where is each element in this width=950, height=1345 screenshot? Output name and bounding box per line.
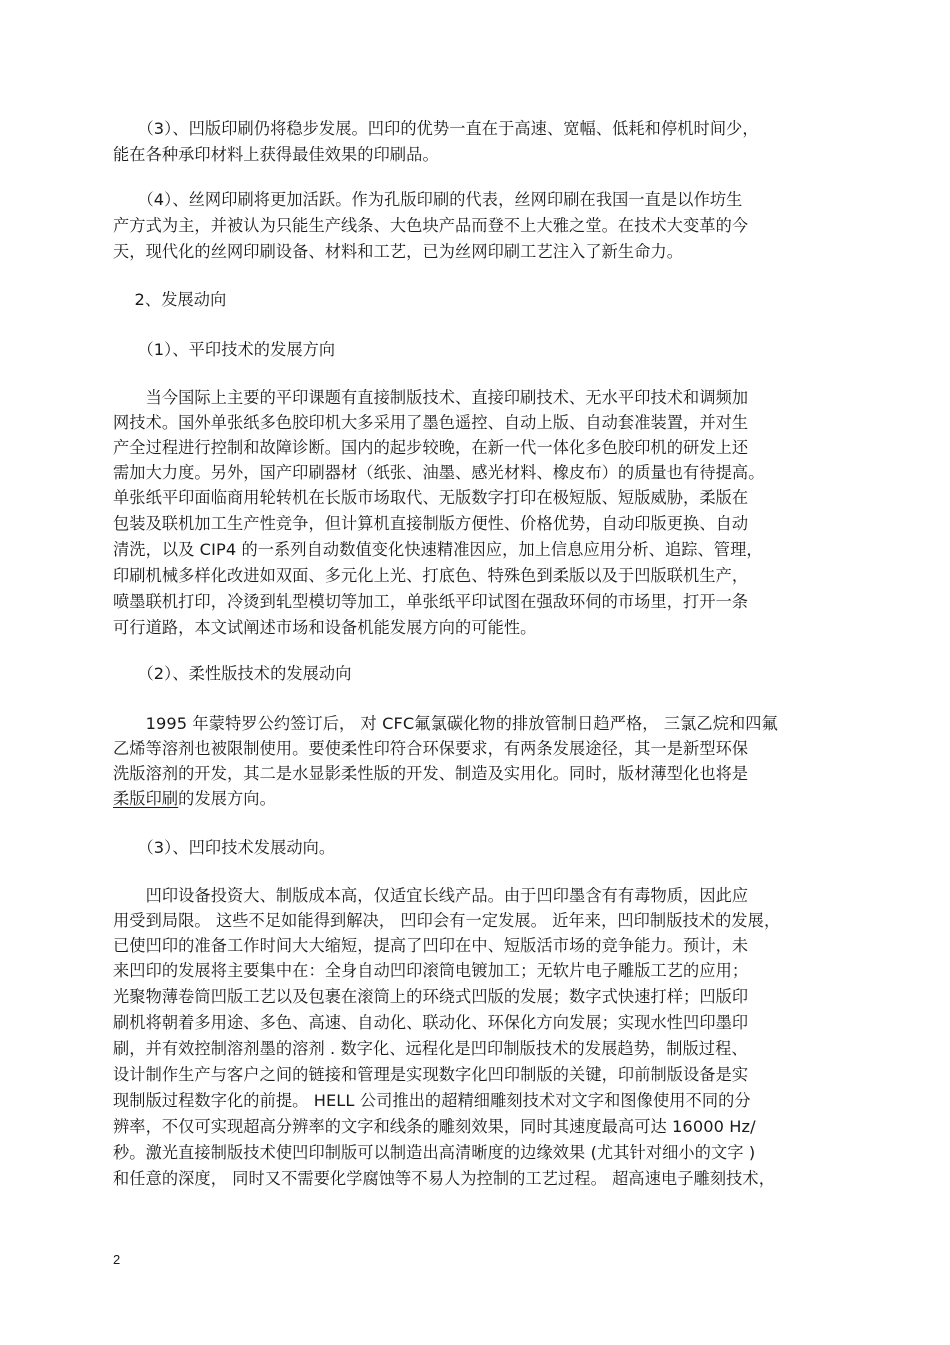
paragraph-5-line-8: 设计制作生产与客户之间的链接和管理是实现数字化凹印制版的关键，印前制版设备是实 xyxy=(113,1065,749,1084)
paragraph-3-line-5: 单张纸平印面临商用轮转机在长版市场取代、无版数字打印在极短版、短版威胁，柔版在 xyxy=(113,488,749,507)
paragraph-5-line-1: 凹印设备投资大、制版成本高，仅适宜长线产品。由于凹印墨含有有毒物质，因此应 xyxy=(113,886,749,905)
paragraph-5-line-11: 秒。激光直接制版技术使凹印制版可以制造出高清晰度的边缘效果 (尤其针对细小的文字 ) xyxy=(113,1143,756,1162)
paragraph-1-line-1: （3）、凹版印刷仍将稳步发展。凹印的优势一直在于高速、宽幅、低耗和停机时间少， xyxy=(113,119,759,138)
underlined-term: 柔版印刷 xyxy=(113,789,179,808)
subsection-heading-3: （3）、凹印技术发展动向。 xyxy=(113,838,336,857)
paragraph-4-line-1: 1995 年蒙特罗公约签订后， 对 CFC氟氯碳化物的排放管制日趋严格， 三氯乙烷和四氟 xyxy=(113,714,778,733)
page-number: 2 xyxy=(113,1252,121,1267)
paragraph-3-line-2: 网技术。国外单张纸多色胶印机大多采用了墨色遥控、自动上版、自动套准装置，并对生 xyxy=(113,413,749,432)
paragraph-4-line-3: 洗版溶剂的开发，其二是水显影柔性版的开发、制造及实用化。同时，版材薄型化也将是 xyxy=(113,764,749,783)
paragraph-3-line-10: 可行道路，本文试阐述市场和设备机能发展方向的可能性。 xyxy=(113,618,537,637)
paragraph-4-line-4 xyxy=(113,787,276,811)
subsection-heading-2: （2）、柔性版技术的发展动向 xyxy=(113,664,352,683)
paragraph-3-line-3: 产全过程进行控制和故障诊断。国内的起步较晚，在新一代一体化多色胶印机的研发上还 xyxy=(113,438,749,457)
paragraph-3-line-6: 包装及联机加工生产性竞争，但计算机直接制版方便性、价格优势，自动印版更换、自动 xyxy=(113,514,749,533)
paragraph-5-line-3: 已使凹印的准备工作时间大大缩短，提高了凹印在中、短版活市场的竞争能力。预计，未 xyxy=(113,936,749,955)
section-heading: 2、发展动向 xyxy=(113,290,227,309)
paragraph-5-line-5: 光聚物薄卷筒凹版工艺以及包裹在滚筒上的环绕式凹版的发展；数字式快速打样；凹版印 xyxy=(113,987,749,1006)
paragraph-3-line-1: 当今国际上主要的平印课题有直接制版技术、直接印刷技术、无水平印技术和调频加 xyxy=(113,388,749,407)
paragraph-5-line-12: 和任意的深度， 同时又不需要化学腐蚀等不易人为控制的工艺过程。 超高速电子雕刻技术， xyxy=(113,1169,775,1188)
paragraph-3-line-9: 喷墨联机打印，冷烫到轧型模切等加工，单张纸平印试图在强敌环伺的市场里，打开一条 xyxy=(113,592,749,611)
paragraph-5-line-2: 用受到局限。 这些不足如能得到解决， 凹印会有一定发展。 近年来，凹印制版技术的发展， xyxy=(113,911,781,930)
paragraph-3-line-7: 清洗，以及 CIP4 的一系列自动数值变化快速精准因应，加上信息应用分析、追踪、管理， xyxy=(113,540,763,559)
paragraph-5-line-6: 刷机将朝着多用途、多色、高速、自动化、联动化、环保化方向发展；实现水性凹印墨印 xyxy=(113,1013,749,1032)
paragraph-2-line-3: 天，现代化的丝网印刷设备、材料和工艺，已为丝网印刷工艺注入了新生命力。 xyxy=(113,242,684,261)
paragraph-5-line-7: 刷，并有效控制溶剂墨的溶剂 . 数字化、远程化是凹印制版技术的发展趋势，制版过程、 xyxy=(113,1039,748,1058)
paragraph-5-line-4: 来凹印的发展将主要集中在：全身自动凹印滚筒电镀加工；无软片电子雕版工艺的应用； xyxy=(113,961,749,980)
paragraph-1-line-2: 能在各种承印材料上获得最佳效果的印刷品。 xyxy=(113,145,439,164)
paragraph-3-line-8: 印刷机械多样化改进如双面、多元化上光、打底色、特殊色到柔版以及于凹版联机生产， xyxy=(113,566,749,585)
paragraph-2-line-1: （4）、丝网印刷将更加活跃。作为孔版印刷的代表，丝网印刷在我国一直是以作坊生 xyxy=(113,190,743,209)
subsection-heading-1: （1）、平印技术的发展方向 xyxy=(113,340,336,359)
paragraph-3-line-4: 需加大力度。另外，国产印刷器材（纸张、油墨、感光材料、橡皮布）的质量也有待提高。 xyxy=(113,463,765,482)
paragraph-4-line-4-rest: 的发展方向。 xyxy=(178,789,276,808)
paragraph-4-line-2: 乙烯等溶剂也被限制使用。要使柔性印符合环保要求，有两条发展途径，其一是新型环保 xyxy=(113,739,749,758)
paragraph-5-line-9: 现制版过程数字化的前提。 HELL 公司推出的超精细雕刻技术对文字和图像使用不同的分 xyxy=(113,1091,751,1110)
paragraph-2-line-2: 产方式为主，并被认为只能生产线条、大色块产品而登不上大雅之堂。在技术大变革的今 xyxy=(113,216,749,235)
paragraph-5-line-10: 辨率，不仅可实现超高分辨率的文字和线条的雕刻效果，同时其速度最高可达 16000 Hz/ xyxy=(113,1117,756,1136)
